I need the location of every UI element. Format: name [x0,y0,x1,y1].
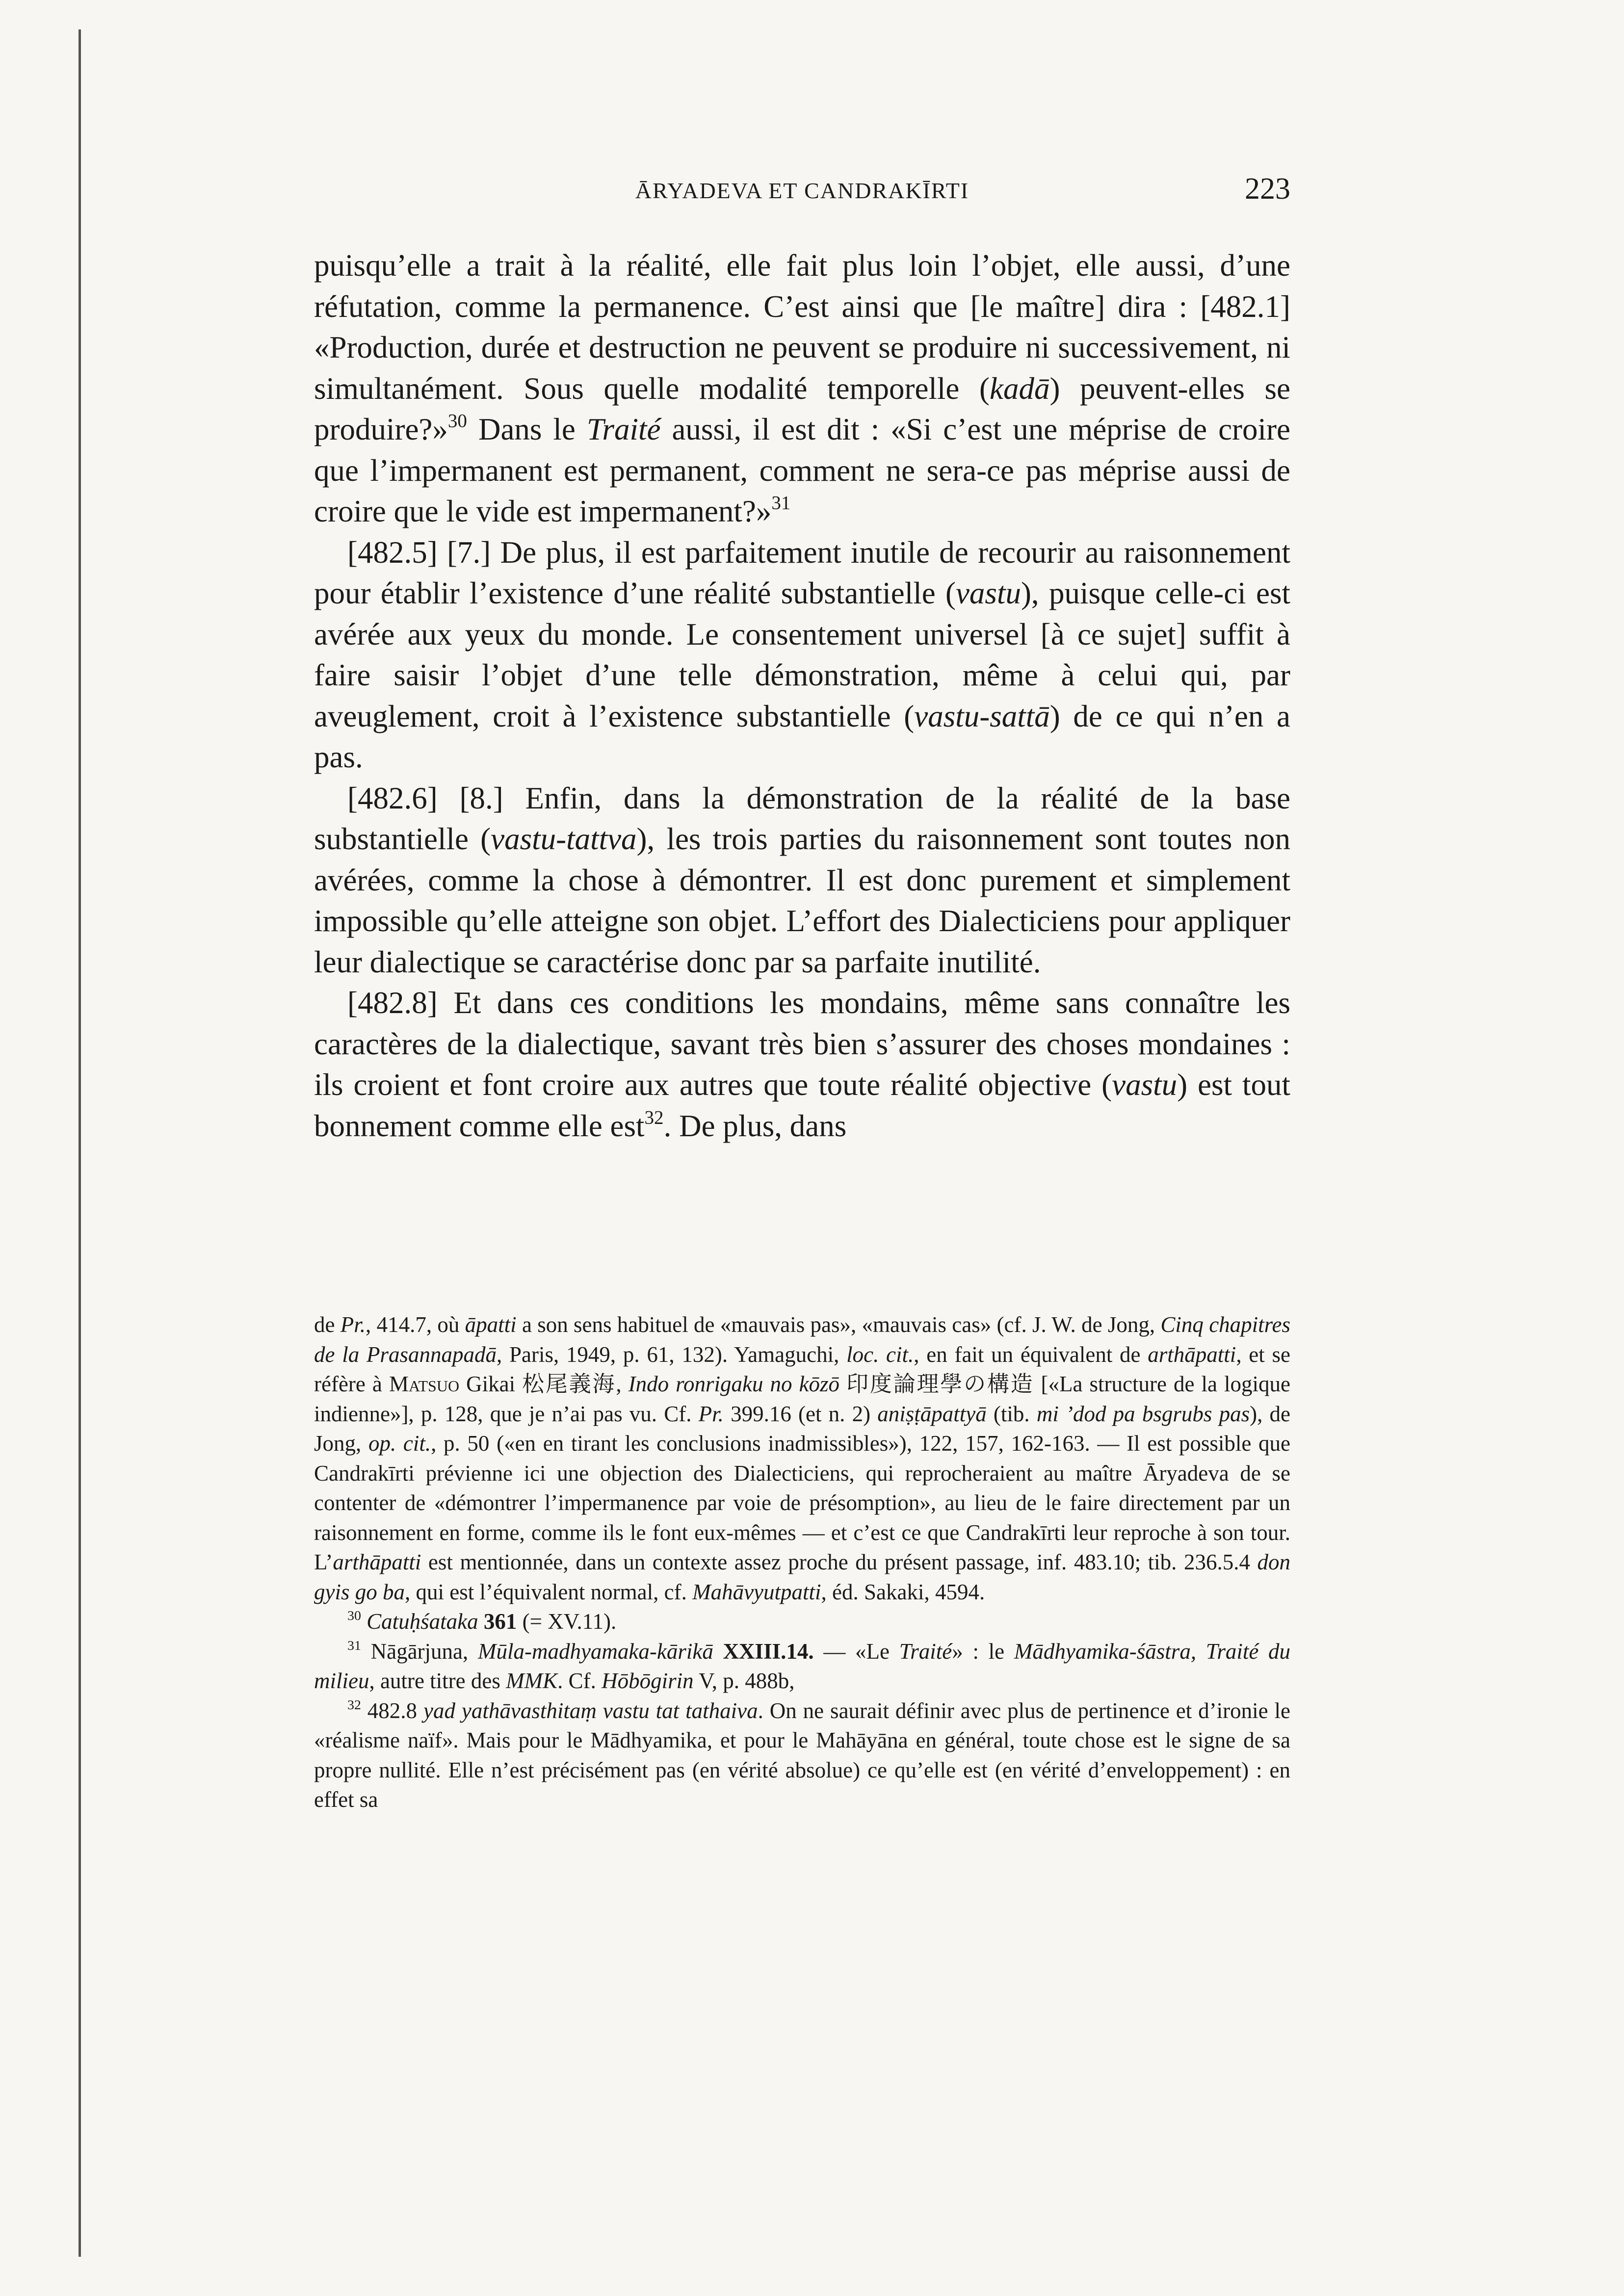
fn-text: Nāgārjuna, [361,1639,478,1664]
fn-italic: Mūla-madhyamaka-kārikā [477,1639,713,1664]
fn-text: , qui est l’équivalent normal, cf. [405,1579,693,1604]
fn-italic: Pr. [340,1312,366,1337]
fn-italic: Indo ronrigaku no kōzō [628,1372,840,1396]
fn-text: 482.8 [361,1698,423,1723]
fn-italic: don gyis go ba [314,1550,1290,1604]
footnote-31 [314,1637,1290,1696]
paragraph-4 [314,983,1290,1147]
fn-italic: loc. cit. [846,1342,914,1367]
fn-text: (= XV.11). [517,1609,617,1634]
main-text [314,245,1290,1147]
fn-text: , en fait un équivalent de [914,1342,1148,1367]
text-run: ), puisque celle-ci est avérée aux yeux du monde. Le consentement universel [à ce sujet] suffit à faire saisir l’objet d’une telle démonstration, même à celui qui, par aveuglement, croit à l’existence substantielle ( [314,576,1290,733]
fn-italic: Mahāvyutpatti [692,1579,821,1604]
fn-text: V, p. 488b, [693,1669,795,1693]
footnote-30 [314,1607,1290,1637]
fn-text: de [314,1312,341,1337]
text-run: ) de ce qui n’en a pas. [314,699,1291,774]
term-kada: kadā [989,371,1050,406]
footnotes [314,1310,1290,1815]
fn-italic: mi ’dod pa bsgrubs pas [1036,1401,1250,1426]
margin-rule [79,29,81,2257]
fn-text: ), de Jong, [314,1401,1290,1456]
footnote-continuation [314,1310,1290,1607]
paragraph-1 [314,245,1290,532]
fn-italic: Pr. [698,1401,724,1426]
footnote-ref-30: 30 [447,410,467,432]
text-run: ) peuvent-elles se produire?» [314,371,1290,446]
footnote-32 [314,1696,1290,1815]
term-vastu: vastu [955,576,1021,610]
footnote-ref-32: 32 [644,1107,664,1128]
page-number: 223 [1245,172,1290,206]
fn-text: a son sens habituel de «mauvais pas», «mauvais cas» (cf. J. W. de Jong, [516,1312,1161,1337]
fn-italic: aniṣṭāpattyā [877,1401,987,1426]
fn-italic: āpatti [465,1312,517,1337]
fn-text: . Cf. [557,1669,602,1693]
text-run: [482.5] [7.] De plus, il est parfaitement inutile de recourir au raisonnement pour établir l’existence d’une réalité substantielle ( [314,535,1290,610]
fn-italic: arthāpatti [1148,1342,1236,1367]
fn-text: , 414.7, où [366,1312,465,1337]
fn-text: , autre titre des [369,1669,506,1693]
fn-text: 印度論理學の構造 [«La structure de la logique indienne»], p. 128, que je n’ai pas vu. Cf. [314,1372,1290,1426]
term-vastu: vastu [1112,1068,1178,1102]
running-head: ĀRYADEVA ET CANDRAKĪRTI [635,178,969,203]
fn-text: Gikai 松尾義海, [459,1372,629,1396]
fn-italic: Hōbōgirin [602,1669,694,1693]
fn-text: , éd. Sakaki, 4594. [821,1579,985,1604]
text-run: [482.6] [8.] Enfin, dans la démonstration de la réalité de la base substantielle ( [314,781,1290,856]
footnote-number: 31 [347,1638,361,1653]
fn-bold: 361 [483,1609,517,1634]
text-run: puisqu’elle a trait à la réalité, elle fait plus loin l’objet, elle aussi, d’une réfutation, comme la permanence. C’est ainsi que [le maître] dira : [482.1] «Production, durée et destruction ne peuvent se produire ni successivement, ni simultanément. Sous quelle modalité temporelle ( [314,248,1290,406]
fn-italic: Mādhyamika-śāstra, Traité du milieu [314,1639,1291,1693]
fn-italic: Cinq chapitres de la Prasannapadā [314,1312,1290,1367]
fn-italic: op. cit. [368,1431,431,1456]
fn-text: 399.16 (et n. 2) [723,1401,878,1426]
footnote-ref-31: 31 [771,492,791,514]
text-run: ) est tout bonnement comme elle est [314,1068,1290,1143]
fn-text: — «Le [813,1639,899,1664]
fn-italic: arthāpatti [333,1550,421,1574]
fn-bold: XXIII.14. [723,1639,814,1664]
term-traite: Traité [586,412,661,446]
fn-smallcaps: Matsuo [389,1372,460,1396]
text-run: Dans le [467,412,587,446]
term-vastu-tattva: vastu-tattva [491,822,637,856]
text-run: ), les trois parties du raisonnement sont toutes non avérées, comme la chose à démontrer. Il est donc purement et simplement impossible qu’elle atteigne son objet. L’effort des Dialecticiens pour appliquer leur dialectique se caractérise donc par sa parfaite inutilité. [314,822,1291,979]
paragraph-2 [314,532,1290,778]
fn-italic: Catuḥśataka [367,1609,478,1634]
fn-text: , Paris, 1949, p. 61, 132). Yamaguchi, [496,1342,847,1367]
fn-text: , et se réfère à [314,1342,1290,1396]
fn-italic: yad yathāvasthitaṃ vastu tat tathaiva [423,1698,758,1723]
fn-italic: MMK [506,1669,558,1693]
text-run: aussi, il est dit : «Si c’est une méprise de croire que l’impermanent est permanent, comment ne sera-ce pas méprise aussi de croire que le vide est impermanent?» [314,412,1290,528]
text-run: . De plus, dans [663,1108,847,1143]
term-vastu-satta: vastu-sattā [914,699,1050,733]
fn-text: » : le [952,1639,1014,1664]
paragraph-3 [314,778,1290,983]
fn-italic: Traité [899,1639,952,1664]
page-header [314,172,1290,216]
footnote-number: 30 [347,1608,361,1623]
footnote-number: 32 [347,1697,361,1713]
fn-text: . On ne saurait définir avec plus de pertinence et d’ironie le «réalisme naïf». Mais pour le Mādhyamika, et pour le Mahāyāna en général, toute chose est le signe de sa propre nullité. Elle n’est précisément pas (en vérité absolue) ce qu’elle est (en vérité d’enveloppement) : en effet sa [314,1698,1290,1812]
fn-text: est mentionnée, dans un contexte assez proche du présent passage, inf. 483.10; tib. 236.5.4 [421,1550,1257,1574]
fn-text: , p. 50 («en en tirant les conclusions inadmissibles»), 122, 157, 162-163. — Il est possible que Candrakīrti prévienne ici une objection des Dialecticiens, qui reprocheraient au maître Āryadeva de se contenter de «démontrer l’impermanence par voie de présomption», au lieu de le faire directement par un raisonnement en forme, comme ils le font eux-mêmes — et c’est ce que Candrakīrti leur reproche à son tour. L’ [314,1431,1291,1574]
fn-text: (tib. [986,1401,1037,1426]
text-run: [482.8] Et dans ces conditions les mondains, même sans connaître les caractères de la dialectique, savant très bien s’assurer des choses mondaines : ils croient et font croire aux autres que toute réalité objective ( [314,986,1290,1102]
